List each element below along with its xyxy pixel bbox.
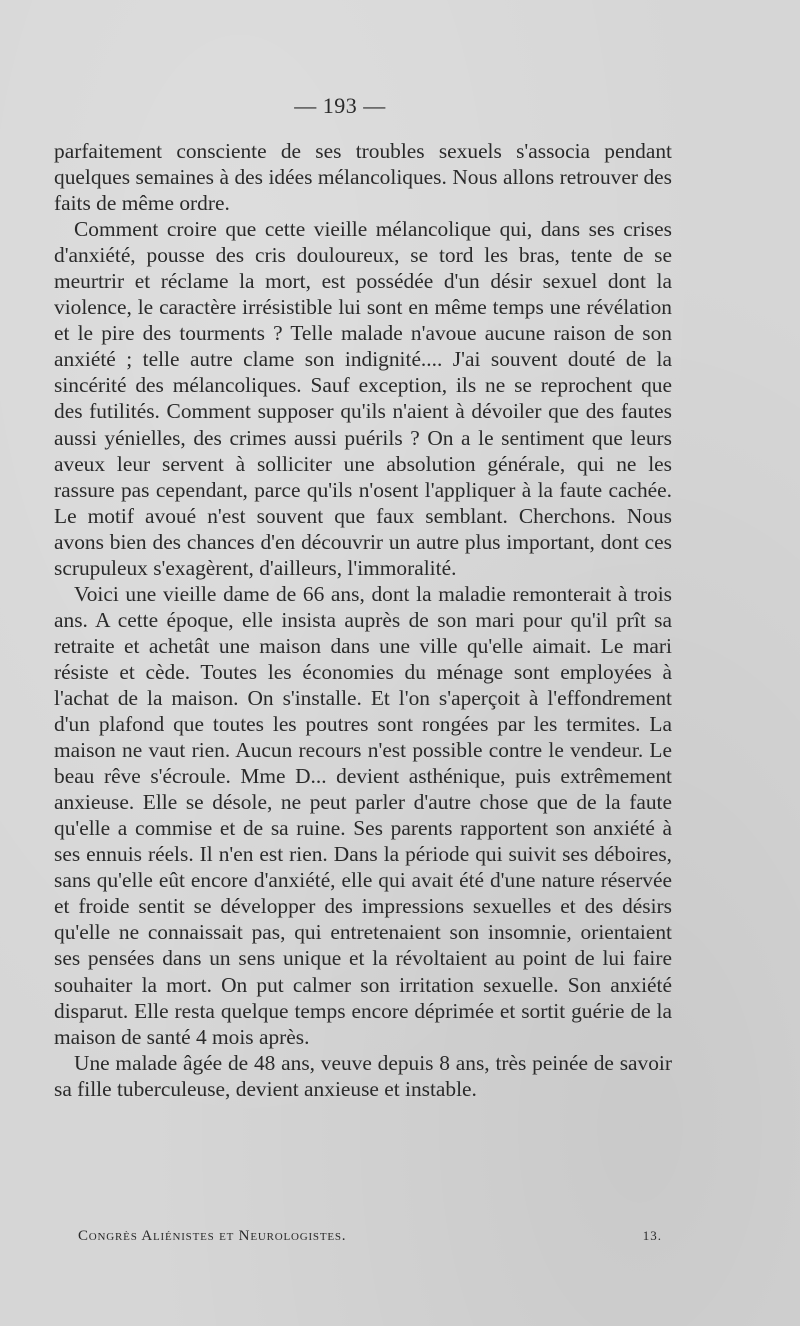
footer-title: Congrès Aliénistes et Neurologistes. bbox=[78, 1228, 347, 1244]
paragraph-1: parfaitement consciente de ses troubles sexuels s'associa pendant quelques semaines à des idées mélancoliques. Nous allons retrouver des faits de même ordre. bbox=[54, 139, 672, 216]
paragraph-2: Comment croire que cette vieille mélancolique qui, dans ses crises d'anxiété, pousse des cris douloureux, se tord les bras, tente de se meurtrir et réclame la mort, est possédée d'un désir sexuel dont la violence, le caractère irrésistible lui sont en même temps une révélation et le pire des tourments ? Telle malade n'avoue aucune raison de son anxiété ; telle autre clame son indignité.... J'ai souvent douté de la sincérité des mélancoliques. Sauf exception, ils ne se reprochent que des futilités. Comment supposer qu'ils n'aient à dévoiler que des fautes aussi yénielles, des crimes aussi puérils ? On a le sentiment que leurs aveux leur servent à solliciter une absolution générale, qui ne les rassure pas cependant, parce qu'ils n'osent l'appliquer à la faute cachée. Le motif avoué n'est souvent que faux semblant. Cherchons. Nous avons bien des chances d'en découvrir un autre plus important, dont ces scrupuleux s'exagèrent, d'ailleurs, l'immoralité. bbox=[54, 217, 672, 580]
paragraph-4: Une malade âgée de 48 ans, veuve depuis 8 ans, très peinée de savoir sa fille tuberculeuse, devient anxieuse et instable. bbox=[54, 1050, 672, 1101]
signature-mark: 13. bbox=[642, 1228, 662, 1243]
paragraph-3: Voici une vieille dame de 66 ans, dont la maladie remonterait à trois ans. A cette époque, elle insista auprès de son mari pour qu'il prît sa retraite et achetât une maison dans une ville qu'elle aimait. Le mari résiste et cède. Toutes les économies du ménage sont employées à l'achat de la maison. On s'installe. Et l'on s'aperçoit à l'effondrement d'un plafond que toutes les poutres sont rongées par les termites. La maison ne vaut rien. Aucun recours n'est possible contre le vendeur. Le beau rêve s'écroule. Mme D... devient asthénique, puis extrêmement anxieuse. Elle se désole, ne peut parler d'autre chose que de la faute qu'elle a commise et de sa ruine. Ses parents rapportent son anxiété à ses ennuis réels. Il n'en est rien. Dans la période qui suivit ses déboires, sans qu'elle eût encore d'anxiété, elle qui avait été d'une nature réservée et froide sentit se développer des impressions sexuelles et des désirs qu'elle ne connaissait pas, qui entretenaient son insomnie, orientaient ses pensées dans un sens unique et la révoltaient au point de lui faire souhaiter la mort. On put calmer son irritation sexuelle. Son anxiété disparut. Elle resta quelque temps encore déprimée et sortit guérie de la maison de santé 4 mois après. bbox=[54, 581, 672, 1049]
body-text bbox=[54, 138, 672, 1102]
page-number: — 193 — bbox=[294, 93, 386, 118]
page-footer bbox=[78, 1228, 662, 1245]
